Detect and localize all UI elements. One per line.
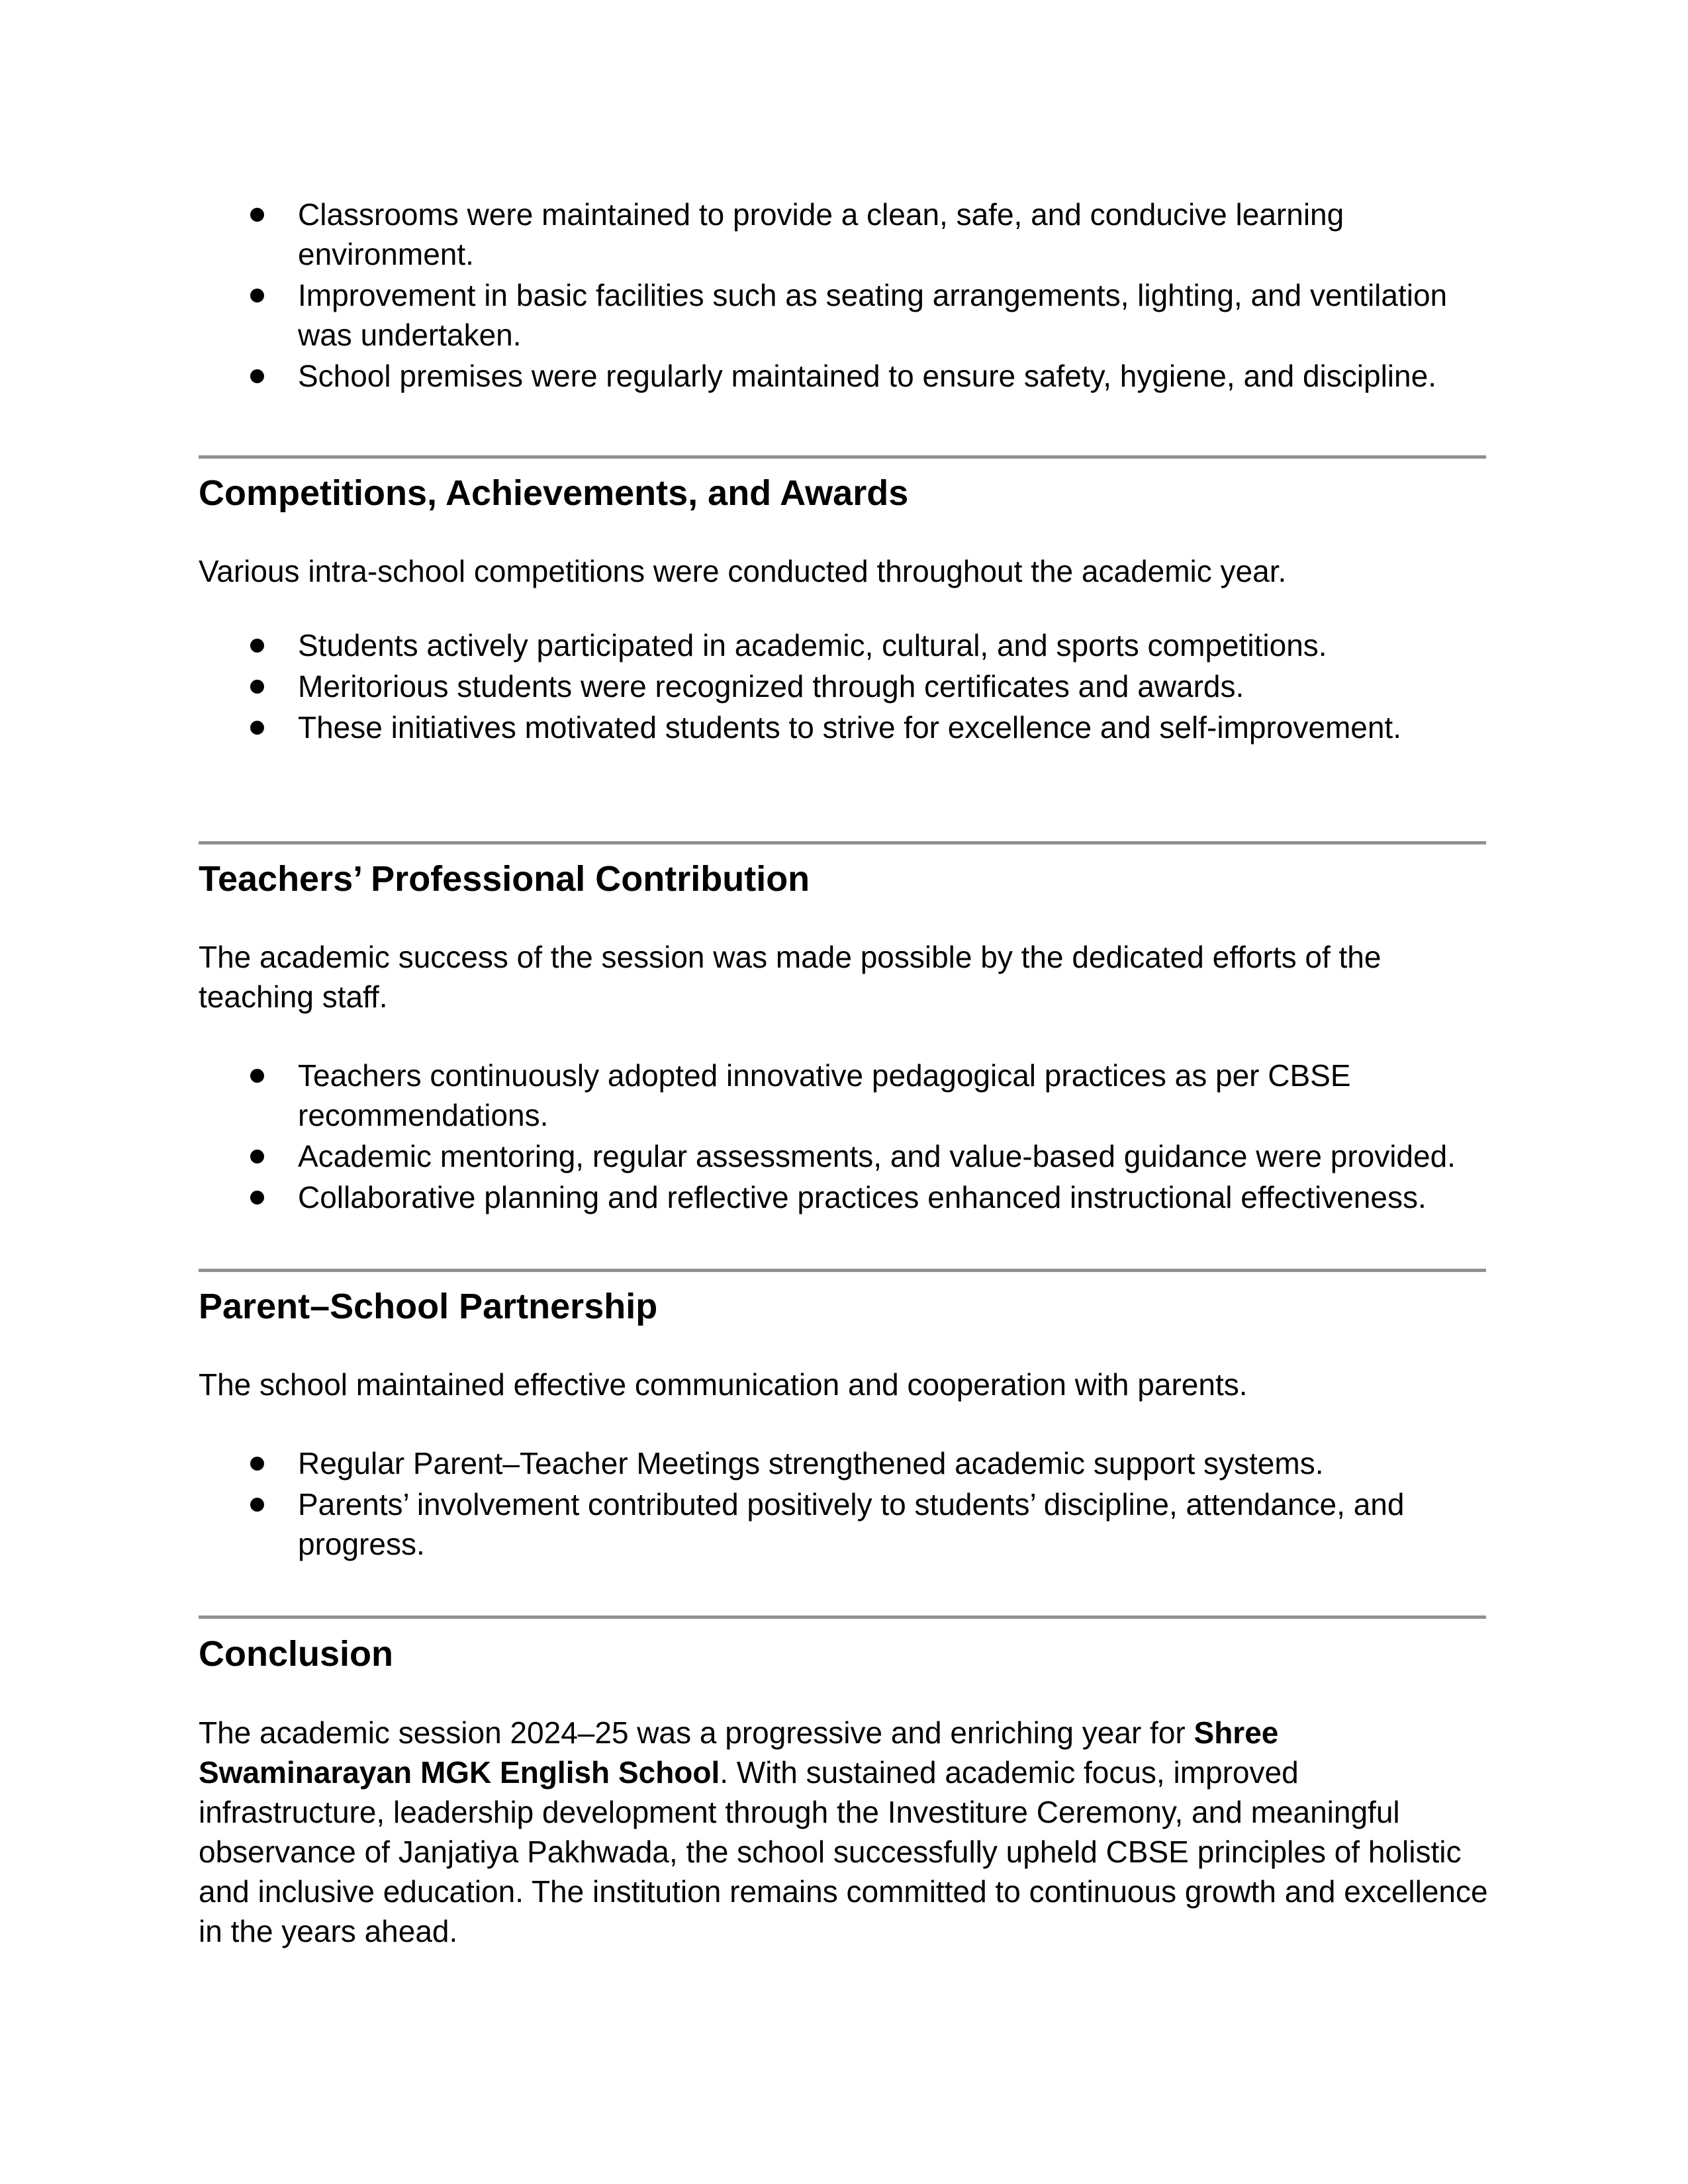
list-item: School premises were regularly maintained to ensure safety, hygiene, and discipline.	[199, 356, 1489, 396]
list-item: Students actively participated in academic, cultural, and sports competitions.	[199, 625, 1489, 665]
section-divider	[199, 841, 1486, 844]
list-item: Classrooms were maintained to provide a clean, safe, and conducive learning environment.	[199, 195, 1489, 274]
section-heading-parent-school: Parent–School Partnership	[199, 1287, 658, 1326]
teachers-paragraph: The academic success of the session was made possible by the dedicated efforts of the teaching staff.	[199, 940, 1382, 1014]
section-heading-competitions: Competitions, Achievements, and Awards	[199, 473, 909, 513]
facilities-bullet-list	[199, 195, 1489, 397]
competitions-paragraph: Various intra-school competitions were conducted throughout the academic year.	[199, 554, 1287, 588]
list-item: Meritorious students were recognized through certificates and awards.	[199, 666, 1489, 706]
conclusion-paragraph	[199, 1713, 1489, 1951]
section-heading-teachers: Teachers’ Professional Contribution	[199, 859, 810, 899]
text-run: . With sustained academic focus, improved infrastructure, leadership development through the Investiture Ceremony, and meaningful observance of Janjatiya Pakhwada, the school successfully upheld CBSE principles of holistic and inclusive education. The institution remains committed to continuous growth and excellence in the years ahead.	[199, 1755, 1488, 1948]
list-item: Collaborative planning and reflective practices enhanced instructional effectiveness.	[199, 1177, 1489, 1217]
list-item: These initiatives motivated students to strive for excellence and self-improvement.	[199, 707, 1489, 747]
section-divider	[199, 1615, 1486, 1619]
teachers-bullet-list	[199, 1056, 1489, 1218]
list-item: Teachers continuously adopted innovative pedagogical practices as per CBSE recommendations.	[199, 1056, 1489, 1135]
bold-text-run: Shree Swaminarayan MGK English School	[199, 1715, 1279, 1790]
parent-school-bullet-list	[199, 1443, 1489, 1565]
list-item: Academic mentoring, regular assessments, and value-based guidance were provided.	[199, 1136, 1489, 1176]
text-run: The academic session 2024–25 was a progressive and enriching year for	[199, 1715, 1194, 1750]
section-heading-conclusion: Conclusion	[199, 1634, 393, 1674]
list-item: Parents’ involvement contributed positively to students’ discipline, attendance, and progress.	[199, 1484, 1489, 1564]
parent-school-paragraph: The school maintained effective communication and cooperation with parents.	[199, 1367, 1248, 1402]
section-divider	[199, 1269, 1486, 1272]
competitions-bullet-list	[199, 625, 1489, 749]
list-item: Regular Parent–Teacher Meetings strengthened academic support systems.	[199, 1443, 1489, 1483]
section-divider	[199, 455, 1486, 459]
list-item: Improvement in basic facilities such as seating arrangements, lighting, and ventilation was undertaken.	[199, 275, 1489, 355]
